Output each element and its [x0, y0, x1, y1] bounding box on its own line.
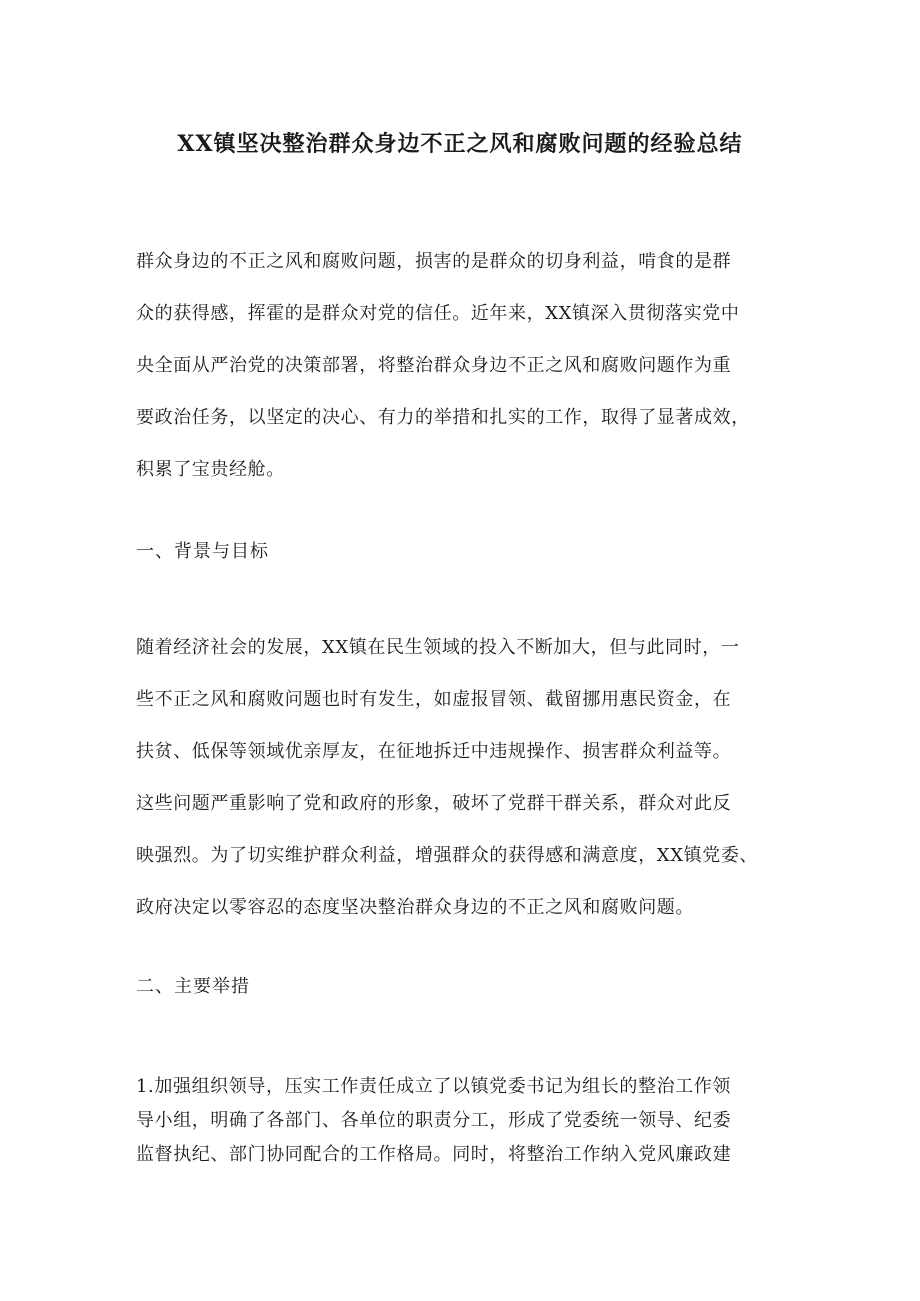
- measure-item-1: [136, 1070, 796, 1172]
- background-line: 这些问题严重影响了党和政府的形象，破坏了党群干群关系，群众对此反: [136, 793, 732, 814]
- measure-line: 监督执纪、部门协同配合的工作格局。同时，将整治工作纳入党风廉政建: [136, 1144, 732, 1165]
- intro-line: 积累了宝贵经舱。: [136, 459, 285, 480]
- document-title: XX镇坚决整治群众身边不正之风和腐败问题的经验总结: [177, 131, 743, 157]
- background-line: 政府决定以零容忍的态度坚决整治群众身边的不正之风和腐败问题。: [136, 897, 694, 918]
- background-paragraph: [136, 622, 796, 934]
- section-heading-background: 一、背景与目标: [136, 541, 269, 562]
- intro-line: 央全面从严治党的决策部署，将整治群众身边不正之风和腐败问题作为重: [136, 355, 732, 376]
- measure-line: 1.加强组织领导，压实工作责任成立了以镇党委书记为组长的整治工作领: [136, 1076, 731, 1097]
- intro-line: 要政治任务，以坚定的决心、有力的举措和扎实的工作，取得了显著成效，: [136, 407, 750, 428]
- background-line: 映强烈。为了切实维护群众利益，增强群众的获得感和满意度，XX镇党委、: [136, 845, 759, 866]
- background-line: 随着经济社会的发展，XX镇在民生领域的投入不断加大，但与此同时，一: [136, 637, 740, 658]
- intro-line: 群众身边的不正之风和腐败问题，损害的是群众的切身利益，啃食的是群: [136, 251, 732, 272]
- section-heading-measures: 二、主要举措: [136, 976, 250, 997]
- intro-paragraph: [136, 236, 796, 496]
- intro-line: 众的获得感，挥霍的是群众对党的信任。近年来，XX镇深入贯彻落实党中: [136, 303, 740, 324]
- background-line: 扶贫、低保等领域优亲厚友，在征地拆迁中违规操作、损害群众利益等。: [136, 741, 732, 762]
- background-line: 些不正之风和腐败问题也时有发生，如虚报冒领、截留挪用惠民资金，在: [136, 689, 732, 710]
- measure-line: 导小组，明确了各部门、各单位的职责分工，形成了党委统一领导、纪委: [136, 1110, 732, 1131]
